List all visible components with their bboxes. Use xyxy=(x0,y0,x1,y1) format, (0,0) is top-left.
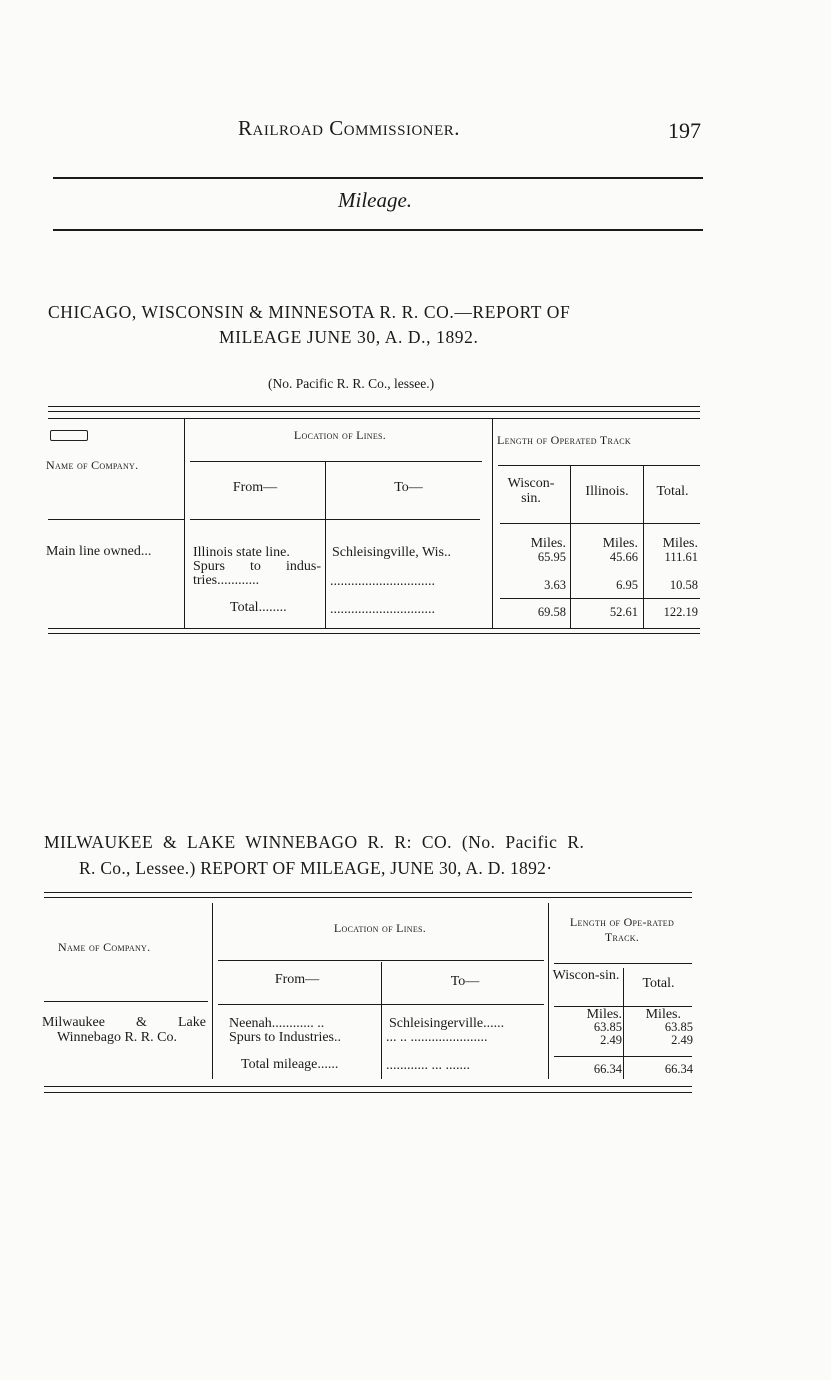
unit-label: Miles. xyxy=(645,1007,681,1022)
column-divider xyxy=(492,418,493,628)
cell-wisconsin: 2.49 xyxy=(600,1033,622,1047)
cell-total: 10.58 xyxy=(669,578,698,592)
header-rule-bottom xyxy=(53,229,703,231)
cell-to: Schleisingerville...... xyxy=(389,1016,505,1031)
col-location-of-lines: Location of Lines. xyxy=(333,921,427,935)
col-total: Total. xyxy=(642,976,675,991)
table-rule xyxy=(44,1092,692,1093)
table-rule xyxy=(48,406,700,407)
table-rule xyxy=(500,598,700,599)
col-from: From— xyxy=(274,972,320,987)
column-divider xyxy=(643,466,644,628)
table-rule xyxy=(190,519,480,520)
cell-to: ... .. ...................... xyxy=(386,1030,488,1045)
cell-wisconsin: 65.95 xyxy=(537,550,566,564)
unit-label: Miles. xyxy=(586,1007,622,1022)
total-wisconsin: 66.34 xyxy=(593,1062,622,1076)
company-name-line1: Milwaukee & Lake xyxy=(42,1015,206,1030)
running-title: Railroad Commissioner. xyxy=(238,116,461,140)
report2-title-line2: R. Co., Lessee.) REPORT OF MILEAGE, JUNE 30, A. D. 1892· xyxy=(79,858,553,878)
table-rule xyxy=(44,897,692,898)
table-rule xyxy=(48,411,700,412)
col-location-of-lines: Location of Lines. xyxy=(293,428,387,442)
col-length-of-operated-track: Length of Ope-rated Track. xyxy=(569,915,675,944)
cell-illinois: 6.95 xyxy=(616,578,638,592)
col-to: To— xyxy=(394,480,423,495)
placeholder-box xyxy=(50,430,88,441)
unit-label: Miles. xyxy=(602,536,638,551)
table-rule xyxy=(44,1086,692,1087)
col-wisconsin: Wiscon-sin. xyxy=(552,968,620,983)
section-title: Mileage. xyxy=(338,188,413,212)
col-wisconsin: Wiscon-sin. xyxy=(507,476,555,506)
table-rule xyxy=(218,1004,544,1005)
company-name-line2: Winnebago R. R. Co. xyxy=(57,1030,177,1045)
col-name-of-company: Name of Company. xyxy=(46,458,139,472)
table-rule xyxy=(48,519,184,520)
cell-total: 111.61 xyxy=(664,550,698,564)
col-total: Total. xyxy=(656,484,689,499)
table-rule xyxy=(48,628,700,629)
cell-from: Spurs to Industries.. xyxy=(229,1030,341,1045)
cell-to: Schleisingville, Wis.. xyxy=(332,545,451,560)
cell-illinois: 45.66 xyxy=(609,550,638,564)
total-illinois: 52.61 xyxy=(609,605,638,619)
col-illinois: Illinois. xyxy=(585,484,629,499)
table-rule xyxy=(44,892,692,893)
cell-wisconsin: 3.63 xyxy=(544,578,566,592)
total-to: .............................. xyxy=(330,602,435,617)
table-rule xyxy=(500,523,700,524)
table-rule xyxy=(498,465,700,466)
column-divider xyxy=(325,462,326,628)
col-to: To— xyxy=(450,974,480,989)
table-rule xyxy=(48,418,700,419)
total-label: Total........ xyxy=(230,600,287,615)
table-rule xyxy=(554,1056,692,1057)
report1-title-line2: MILEAGE JUNE 30, A. D., 1892. xyxy=(219,327,479,347)
unit-label: Miles. xyxy=(662,536,698,551)
report1-subtitle: (No. Pacific R. R. Co., lessee.) xyxy=(268,376,435,391)
cell-from: Neenah............ .. xyxy=(229,1016,325,1031)
page-number: 197 xyxy=(668,118,701,143)
table-rule xyxy=(44,1001,208,1002)
report2-title-line1: MILWAUKEE & LAKE WINNEBAGO R. R: CO. (No. Pacific R. xyxy=(44,832,585,852)
column-divider xyxy=(381,962,382,1079)
cell-total: 63.85 xyxy=(664,1020,693,1034)
cell-from: Spurs to indus-tries............ xyxy=(193,559,321,588)
cell-wisconsin: 63.85 xyxy=(593,1020,622,1034)
total-total: 122.19 xyxy=(663,605,698,619)
column-divider xyxy=(548,903,549,1079)
col-name-of-company: Name of Company. xyxy=(58,940,151,954)
table-rule xyxy=(48,633,700,634)
column-divider xyxy=(212,903,213,1079)
total-total: 66.34 xyxy=(664,1062,693,1076)
report1-title-line1: CHICAGO, WISCONSIN & MINNESOTA R. R. CO.—REPORT OF xyxy=(48,302,571,322)
header-rule-top xyxy=(53,177,703,179)
col-from: From— xyxy=(232,480,278,495)
table-rule xyxy=(218,960,544,961)
cell-total: 2.49 xyxy=(671,1033,693,1047)
col-length-of-operated-track: Length of Operated Track xyxy=(497,433,631,447)
unit-label: Miles. xyxy=(530,536,566,551)
column-divider xyxy=(570,466,571,628)
table-rule xyxy=(190,461,482,462)
cell-to: .............................. xyxy=(330,574,435,589)
column-divider xyxy=(623,968,624,1079)
total-wisconsin: 69.58 xyxy=(537,605,566,619)
company-name: Main line owned... xyxy=(46,544,152,559)
total-to: ............ ... ....... xyxy=(386,1058,470,1073)
column-divider xyxy=(184,418,185,628)
total-label: Total mileage...... xyxy=(241,1057,339,1072)
table-rule xyxy=(554,963,692,964)
cell-from: Illinois state line. xyxy=(193,545,290,560)
